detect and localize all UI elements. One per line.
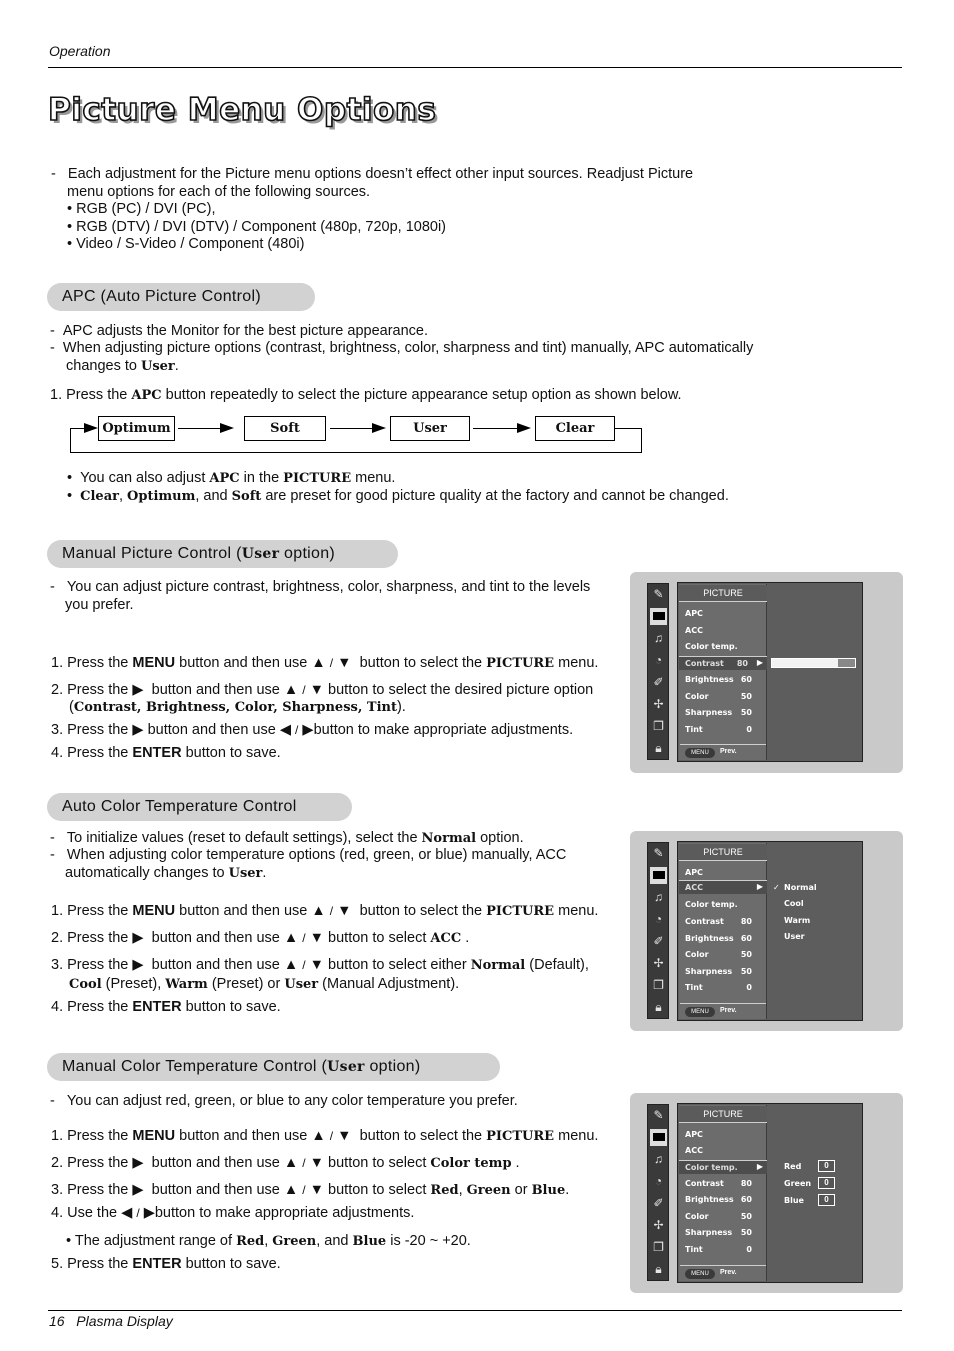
rgb-value-green: 0	[818, 1177, 835, 1189]
menu-item-tint: Tint	[685, 725, 703, 734]
apc-bullet-2: - When adjusting picture options (contrast, brightness, color, sharpness and tint) manually, APC automatically	[50, 340, 754, 356]
osd-menu	[679, 584, 767, 760]
apc-bullet-1: - APC adjusts the Monitor for the best picture appearance.	[50, 323, 429, 339]
pip-icon: ❐	[653, 719, 664, 733]
menu-value-color: 50	[740, 692, 752, 701]
wrench-icon: ✎	[653, 1108, 664, 1122]
pip-icon: ❐	[653, 978, 664, 992]
prev-label: Prev.	[720, 748, 737, 755]
menu-item-color: Color	[685, 692, 709, 701]
settings-icon: ✐	[653, 934, 664, 948]
osd-title: PICTURE	[679, 585, 767, 602]
arrow-line	[330, 428, 372, 429]
apc-note-1: • You can also adjust APC in the PICTURE menu.	[67, 470, 396, 486]
acc-option-cool: Cool	[784, 899, 804, 908]
menu-value-sharpness: 50	[740, 708, 752, 717]
lock-icon: 🔒︎	[655, 1262, 662, 1276]
apc-bullet-2b: changes to User.	[66, 358, 179, 374]
mct-range-note: • The adjustment range of Red, Green, and Blue is -20 ~ +20.	[66, 1233, 471, 1249]
menu-value-color: 50	[740, 950, 752, 959]
osd-title: PICTURE	[679, 1106, 767, 1123]
osd-screen	[677, 1103, 863, 1283]
manual-step-3: 3. Press the ▶ button and then use ◀ / ▶button to make appropriate adjustments.	[51, 722, 574, 738]
contrast-slider	[771, 658, 856, 668]
option-icon: ✢	[653, 1218, 664, 1232]
picture-icon	[650, 867, 667, 884]
menu-value-brightness: 60	[740, 934, 752, 943]
menu-item-colortemp: Color temp.	[685, 642, 738, 651]
menu-item-color: Color	[685, 950, 709, 959]
osd-screen	[677, 582, 863, 762]
auto-step-1: 1. Press the MENU button and then use ▲ / ▼ button to select the PICTURE menu.	[51, 903, 599, 919]
menu-item-apc: APC	[685, 609, 703, 618]
manual-step-4: 4. Press the ENTER button to save.	[51, 745, 281, 761]
intro-line-1: - Each adjustment for the Picture menu options doesn’t effect other input sources. Readjust Picture	[51, 166, 694, 182]
timer-icon: ◔	[654, 912, 663, 926]
header-rule	[48, 67, 902, 68]
wrench-icon: ✎	[653, 846, 664, 860]
menu-item-sharpness: Sharpness	[685, 708, 733, 717]
mct-bullet-1: - You can adjust red, green, or blue to any color temperature you prefer.	[50, 1093, 518, 1109]
manual-step-2b: (Contrast, Brightness, Color, Sharpness, Tint).	[69, 699, 406, 715]
menu-item-color: Color	[685, 1212, 709, 1221]
menu-item-contrast: Contrast	[685, 917, 724, 926]
page-title: Picture Menu Options	[48, 92, 437, 128]
menu-button-label: MENU	[685, 1007, 715, 1017]
settings-icon: ✐	[653, 675, 664, 689]
picture-icon	[650, 1129, 667, 1146]
menu-item-acc: ACC	[685, 626, 703, 635]
arrow-head	[84, 423, 98, 433]
pip-icon: ❐	[653, 1240, 664, 1254]
osd-footer	[680, 1265, 766, 1279]
lock-icon: 🔒︎	[655, 1000, 662, 1014]
menu-value-contrast: 80	[740, 1179, 752, 1188]
menu-value-tint: 0	[746, 1245, 752, 1254]
right-arrow-icon: ▶	[756, 882, 763, 891]
acc-option-warm: Warm	[784, 916, 811, 925]
audio-icon: ♫	[654, 890, 663, 904]
audio-icon: ♫	[654, 1152, 663, 1166]
osd-sidebar	[647, 842, 669, 1019]
rgb-value-blue: 0	[818, 1194, 835, 1206]
loop-line-bottom	[70, 452, 642, 453]
auto-bullet-2: - When adjusting color temperature options (red, green, or blue) manually, ACC	[50, 847, 567, 863]
auto-step-3: 3. Press the ▶ button and then use ▲ / ▼ button to select either Normal (Default),	[51, 957, 589, 973]
menu-item-brightness: Brightness	[685, 934, 734, 943]
menu-item-apc: APC	[685, 1130, 703, 1139]
rgb-label-blue: Blue	[784, 1196, 804, 1205]
menu-item-tint: Tint	[685, 983, 703, 992]
osd-title: PICTURE	[679, 844, 767, 861]
menu-item-colortemp: Color temp.	[685, 900, 738, 909]
right-arrow-icon: ▶	[756, 1162, 763, 1171]
mct-step-3: 3. Press the ▶ button and then use ▲ / ▼ button to select Red, Green or Blue.	[51, 1182, 570, 1198]
flow-optimum: Optimum	[98, 416, 175, 441]
wrench-icon: ✎	[653, 587, 664, 601]
menu-item-acc: ACC	[685, 883, 703, 892]
auto-step-2: 2. Press the ▶ button and then use ▲ / ▼ button to select ACC .	[51, 930, 470, 946]
menu-value-contrast: 80	[736, 659, 748, 668]
menu-item-tint: Tint	[685, 1245, 703, 1254]
osd-panel-contrast	[630, 572, 903, 773]
manual-step-2: 2. Press the ▶ button and then use ▲ / ▼ button to select the desired picture option	[51, 682, 594, 698]
menu-item-brightness: Brightness	[685, 675, 734, 684]
menu-button-label: MENU	[685, 748, 715, 758]
prev-label: Prev.	[720, 1007, 737, 1014]
osd-sidebar	[647, 583, 669, 760]
source-item: • RGB (PC) / DVI (PC),	[67, 201, 216, 217]
osd-screen	[677, 841, 863, 1021]
arrow-head	[372, 423, 386, 433]
osd-menu	[679, 843, 767, 1019]
menu-item-apc: APC	[685, 868, 703, 877]
prev-label: Prev.	[720, 1269, 737, 1276]
auto-color-heading: Auto Color Temperature Control	[47, 793, 352, 821]
mct-step-4: 4. Use the ◀ / ▶button to make appropriate adjustments.	[51, 1205, 415, 1221]
page-footer: 16 Plasma Display	[49, 1313, 173, 1329]
menu-item-acc: ACC	[685, 1146, 703, 1155]
arrow-line	[178, 428, 220, 429]
auto-bullet-2b: automatically changes to User.	[65, 865, 267, 881]
arrow-line	[70, 428, 84, 429]
rgb-value-red: 0	[818, 1160, 835, 1172]
menu-value-sharpness: 50	[740, 1228, 752, 1237]
rgb-label-red: Red	[784, 1162, 802, 1171]
apc-heading: APC (Auto Picture Control)	[47, 283, 315, 311]
source-item: • Video / S-Video / Component (480i)	[67, 236, 305, 252]
menu-value-brightness: 60	[740, 1195, 752, 1204]
menu-value-tint: 0	[746, 725, 752, 734]
manual-bullet-1b: you prefer.	[65, 597, 134, 613]
menu-item-brightness: Brightness	[685, 1195, 734, 1204]
osd-menu	[679, 1105, 767, 1281]
acc-option-normal: Normal	[784, 883, 817, 892]
menu-item-contrast: Contrast	[685, 1179, 724, 1188]
manual-color-heading: Manual Color Temperature Control (User option)	[47, 1053, 500, 1081]
right-arrow-icon: ▶	[756, 658, 763, 667]
loop-line-left	[70, 428, 71, 453]
menu-value-brightness: 60	[740, 675, 752, 684]
source-item: • RGB (DTV) / DVI (DTV) / Component (480p, 720p, 1080i)	[67, 219, 446, 235]
flow-clear: Clear	[535, 416, 615, 441]
arrow-line	[473, 428, 517, 429]
settings-icon: ✐	[653, 1196, 664, 1210]
rgb-label-green: Green	[784, 1179, 812, 1188]
menu-value-color: 50	[740, 1212, 752, 1221]
auto-step-4: 4. Press the ENTER button to save.	[51, 999, 281, 1015]
intro-line-2: menu options for each of the following sources.	[67, 184, 371, 200]
mct-step-5: 5. Press the ENTER button to save.	[51, 1256, 281, 1272]
apc-note-2: • Clear, Optimum, and Soft are preset for good picture quality at the factory and cannot be changed.	[67, 488, 729, 504]
menu-item-contrast: Contrast	[685, 659, 724, 668]
section-header: Operation	[49, 43, 111, 59]
lock-icon: 🔒︎	[655, 741, 662, 755]
footer-rule	[48, 1310, 902, 1311]
picture-icon	[650, 608, 667, 625]
flow-soft: Soft	[244, 416, 326, 441]
osd-panel-colortemp	[630, 1093, 903, 1293]
arrow-head	[220, 423, 234, 433]
menu-item-colortemp: Color temp.	[685, 1163, 738, 1172]
menu-value-tint: 0	[746, 983, 752, 992]
auto-step-3b: Cool (Preset), Warm (Preset) or User (Manual Adjustment).	[69, 976, 460, 992]
option-icon: ✢	[653, 956, 664, 970]
menu-value-sharpness: 50	[740, 967, 752, 976]
apc-step-1: 1. Press the APC button repeatedly to select the picture appearance setup option as shown below.	[50, 387, 682, 403]
timer-icon: ◔	[654, 1174, 663, 1188]
auto-bullet-1: - To initialize values (reset to default settings), select the Normal option.	[50, 830, 524, 846]
menu-item-sharpness: Sharpness	[685, 1228, 733, 1237]
acc-option-user: User	[784, 932, 805, 941]
manual-step-1: 1. Press the MENU button and then use ▲ / ▼ button to select the PICTURE menu.	[51, 655, 599, 671]
loop-line-right	[641, 428, 642, 453]
timer-icon: ◔	[654, 653, 663, 667]
menu-item-sharpness: Sharpness	[685, 967, 733, 976]
osd-footer	[680, 744, 766, 758]
arrow-head	[517, 423, 531, 433]
loop-line-top	[614, 428, 642, 429]
check-icon: ✓	[773, 883, 780, 892]
osd-footer	[680, 1003, 766, 1017]
audio-icon: ♫	[654, 631, 663, 645]
menu-value-contrast: 80	[740, 917, 752, 926]
osd-sidebar	[647, 1104, 669, 1281]
manual-picture-heading: Manual Picture Control (User option)	[47, 540, 398, 568]
flow-user: User	[390, 416, 470, 441]
contrast-slider-fill	[772, 659, 838, 667]
option-icon: ✢	[653, 697, 664, 711]
manual-bullet-1: - You can adjust picture contrast, brightness, color, sharpness, and tint to the levels	[50, 579, 591, 595]
mct-step-1: 1. Press the MENU button and then use ▲ / ▼ button to select the PICTURE menu.	[51, 1128, 599, 1144]
osd-panel-acc	[630, 831, 903, 1031]
mct-step-2: 2. Press the ▶ button and then use ▲ / ▼ button to select Color temp .	[51, 1155, 520, 1171]
menu-button-label: MENU	[685, 1269, 715, 1279]
